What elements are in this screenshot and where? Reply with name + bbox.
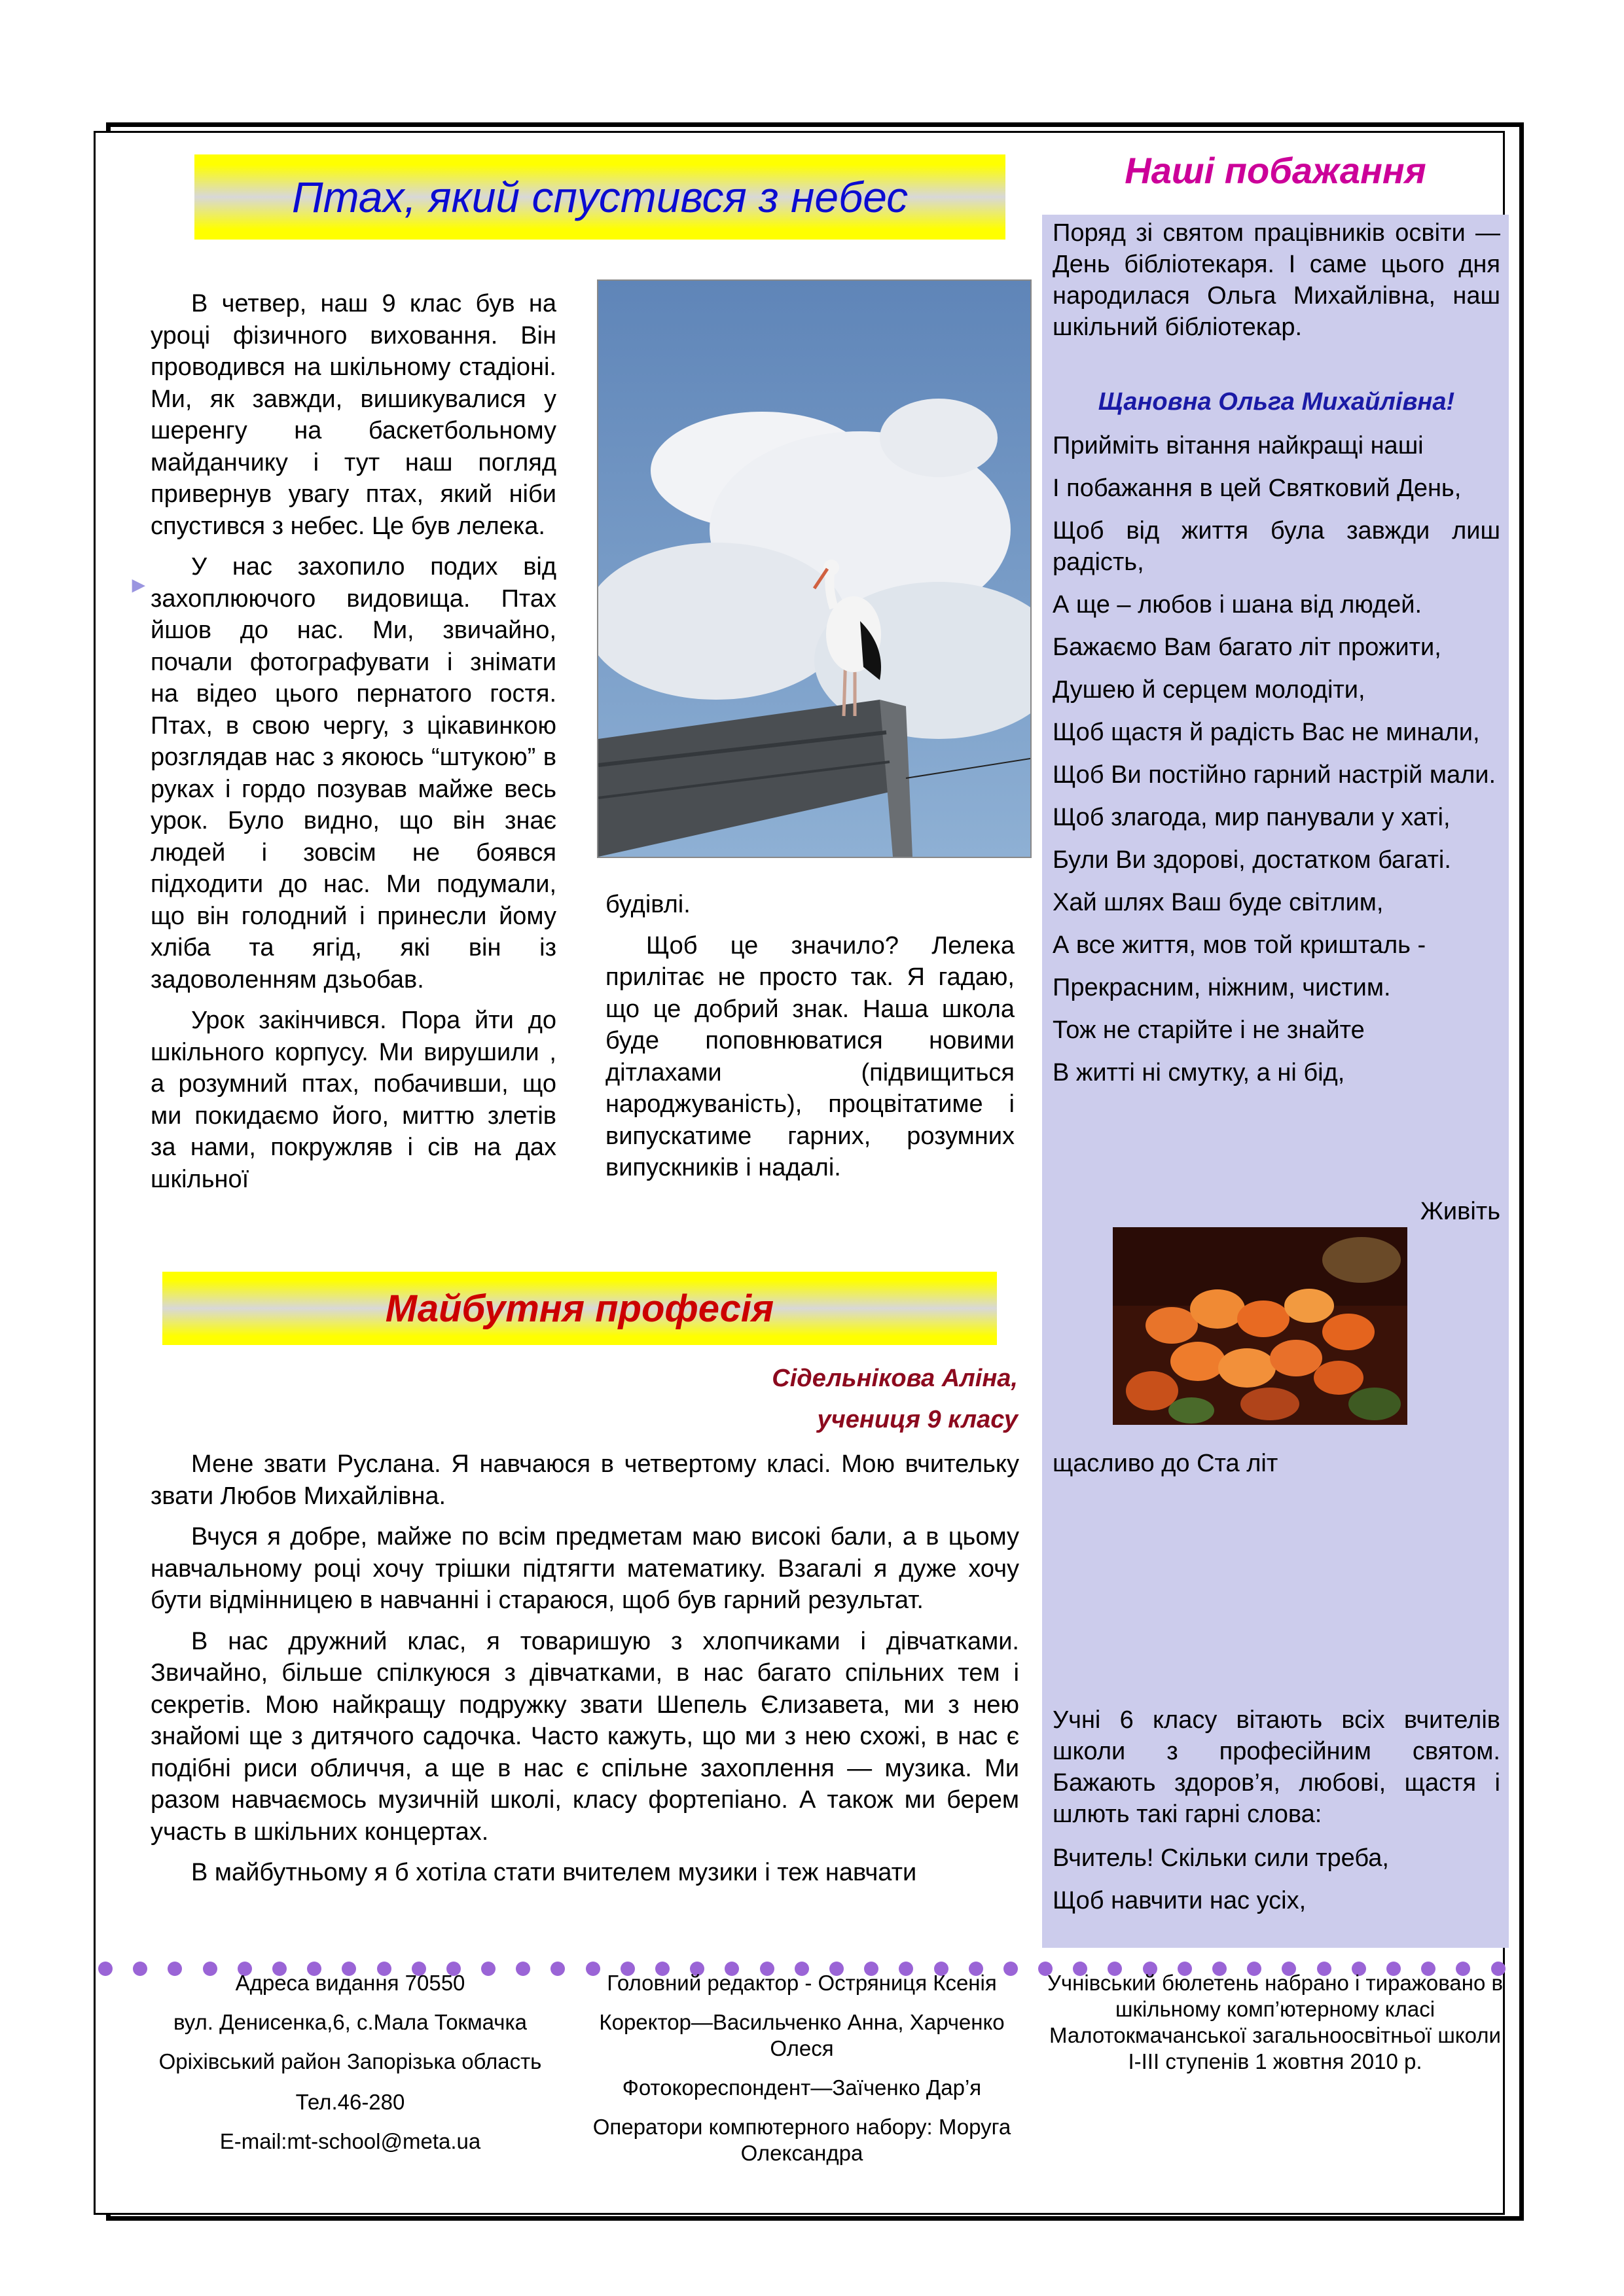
footer-staff-line: Оператори компютерного набору: Моруга Олександра <box>592 2115 1011 2165</box>
poem-line: Тож не старійте і не знайте <box>1053 1016 1365 1044</box>
article2-paragraph: Вчуся я добре, майже по всім предметам маю високі бали, а в цьому навчальному році хочу трішки підтягти математику. Взагалі я дуже хочу бути відмінницею в навчанні і стараюся, щоб був гарний результат. <box>151 1523 1019 1614</box>
footer-address-line: Оріхівський район Запорізька область <box>158 2049 542 2073</box>
article-paragraph: Щоб це значило? Лелека прилітає не просто так. Я гадаю, що це добрий знак. Наша школа буде поповнюватися новими дітлахами (підвищиться народжуваність), процвітатиме і випускатиме гарних, розумних випускників і надалі. <box>605 931 1015 1181</box>
poem-line: Прекрасним, ніжним, чистим. <box>1053 974 1391 1001</box>
footer-address <box>141 1970 560 2168</box>
sidebar-poem <box>1053 430 1500 1100</box>
stork-photo <box>597 279 1032 858</box>
article-right-column <box>605 889 1015 1193</box>
poem-line: Щоб злагода, мир панували у хаті, <box>1053 804 1451 831</box>
poem-line: А ще – любов і шана від людей. <box>1053 591 1422 619</box>
poem-line: Прийміть вітання найкращі наші <box>1053 432 1424 459</box>
footer-address-line: Адреса видання 70550 <box>235 1971 465 1995</box>
sidebar-class6-text: Учні 6 класу вітають всіх вчителів школи з професійним святом. Бажають здоров’я, любові, щастя і шлють такі гарні слова: <box>1053 1706 1500 1828</box>
sidebar-greeting: Щановна Ольга Михайлівна! <box>1098 388 1455 416</box>
footer-staff-line: Головний редактор - Остряниця Ксенія <box>607 1971 997 1995</box>
poem-line: Щоб Ви постійно гарний настрій мали. <box>1053 761 1496 789</box>
poem-line: І побажання в цей Святковий День, <box>1053 475 1462 502</box>
article-paragraph: будівлі. <box>605 891 691 918</box>
sidebar-class6-line: Щоб навчити нас усіх, <box>1053 1887 1307 1914</box>
poem-line: В житті ні смутку, а ні бід, <box>1053 1059 1345 1086</box>
roses-photo <box>1113 1227 1407 1425</box>
footer-email: E-mail:mt-school@meta.ua <box>219 2129 481 2153</box>
article2-body <box>151 1448 1019 1898</box>
poem-line: Були Ви здорові, достатком багаті. <box>1053 846 1451 874</box>
poem-line: Щоб щастя й радість Вас не минали, <box>1053 719 1480 746</box>
article-paragraph: У нас захопило подих від захоплюючого видовища. Птах йшов до нас. Ми, звичайно, почали фотографувати і знімати на відео цього пернатого гостя. Птах, в свою чергу, з цікавинкою розглядав нас з якоюсь “штукою” в руках і гордо позував майже весь урок. Було видно, що він знає людей і зовсім не боявся підходити до нас. Ми подумали, що він голодний і принесли йому хліба та ягід, які він із задоволенням дзьобав. <box>151 553 556 994</box>
article-title-banner <box>194 154 1005 240</box>
article-paragraph: В четвер, наш 9 клас був на уроці фізичного виховання. Він проводився на шкільному стадіоні. Ми, як завжди, вишикувалися у шеренгу на баскетбольному майданчику і тут наш погляд привернув увагу птах, який ніби спустився з небес. Це був лелека. <box>151 290 556 540</box>
arrow-bullet-icon: ► <box>128 573 150 598</box>
footer-staff-line: Коректор—Васильченко Анна, Харченко Олеся <box>599 2010 1005 2060</box>
sidebar-intro: Поряд зі святом працівників освіти — День бібліотекаря. І саме цього дня народилася Ольга Михайлівна, наш шкільний бібліотекар. <box>1053 219 1500 341</box>
article2-paragraph: Мене звати Руслана. Я навчаюся в четвертому класі. Мою вчительку звати Любов Михайлівна. <box>151 1450 1019 1510</box>
footer-address-line: Тел.46-280 <box>295 2090 405 2114</box>
article2-author-role: учениця 9 класу <box>817 1406 1018 1433</box>
sidebar-tail: щасливо до Ста літ <box>1053 1450 1278 1477</box>
article-left-column <box>151 288 556 1204</box>
article2-paragraph: В майбутньому я б хотіла стати вчителем музики і теж навчати <box>191 1859 917 1886</box>
footer-staff <box>589 1970 1015 2179</box>
footer-address-line: вул. Денисенка,6, с.Мала Токмачка <box>173 2010 528 2034</box>
poem-line: А все життя, мов той кришталь - <box>1053 931 1426 959</box>
sidebar-live-word: Живіть <box>1420 1198 1500 1225</box>
poem-line: Щоб від життя була завжди лиш радість, <box>1053 517 1500 576</box>
article2-title: Майбутня професія <box>385 1287 774 1330</box>
sidebar-class6-line: Вчитель! Скільки сили треба, <box>1053 1844 1389 1872</box>
sidebar-title: Наші побажання <box>1125 150 1426 191</box>
separator-dot <box>98 1962 113 1976</box>
poem-line: Хай шлях Ваш буде світлим, <box>1053 889 1384 916</box>
article-paragraph: Урок закінчився. Пора йти до шкільного корпусу. Ми вирушили , а розумний птах, побачивши, що ми покидаємо його, миттю злетів за нами, покружляв і сів на дах шкільної <box>151 1007 556 1193</box>
poem-line: Бажаємо Вам багато літ прожити, <box>1053 634 1441 661</box>
article2-paragraph: В нас дружний клас, я товаришую з хлопчиками і дівчатками. Звичайно, більше спілкуюся з дівчатками, в нас багато спільних тем і секретів. Мою найкращу подружку звати Шепель Єлизавета, ми з нею знайомі ще з дитячого садочка. Часто кажуть, що ми з нею схожі, в нас є подібні риси обличчя, а ще в нас є спільне захоплення — музика. Ми разом навчаємось музичній школі, класу фортепіано. А також ми берем участь в шкільних концертах. <box>151 1627 1019 1846</box>
roses-bouquet-icon <box>1113 1227 1407 1425</box>
footer-colophon: Учнівський бюлетень набрано і тиражовано в шкільному комп’ютерному класі Малотокмачанської загальноосвітньої школи І-ІІІ ступенів 1 жовтня 2010 р. <box>1047 1971 1504 2073</box>
article2-author: Сідельнікова Аліна, <box>772 1365 1018 1392</box>
article-title: Птах, який спустився з небес <box>291 173 909 221</box>
footer-staff-line: Фотокореспондент—Заїченко Дар’я <box>622 2075 982 2100</box>
stork-on-roof-icon <box>598 281 1030 857</box>
article2-title-banner <box>162 1272 997 1345</box>
poem-line: Душею й серцем молодіти, <box>1053 676 1365 704</box>
